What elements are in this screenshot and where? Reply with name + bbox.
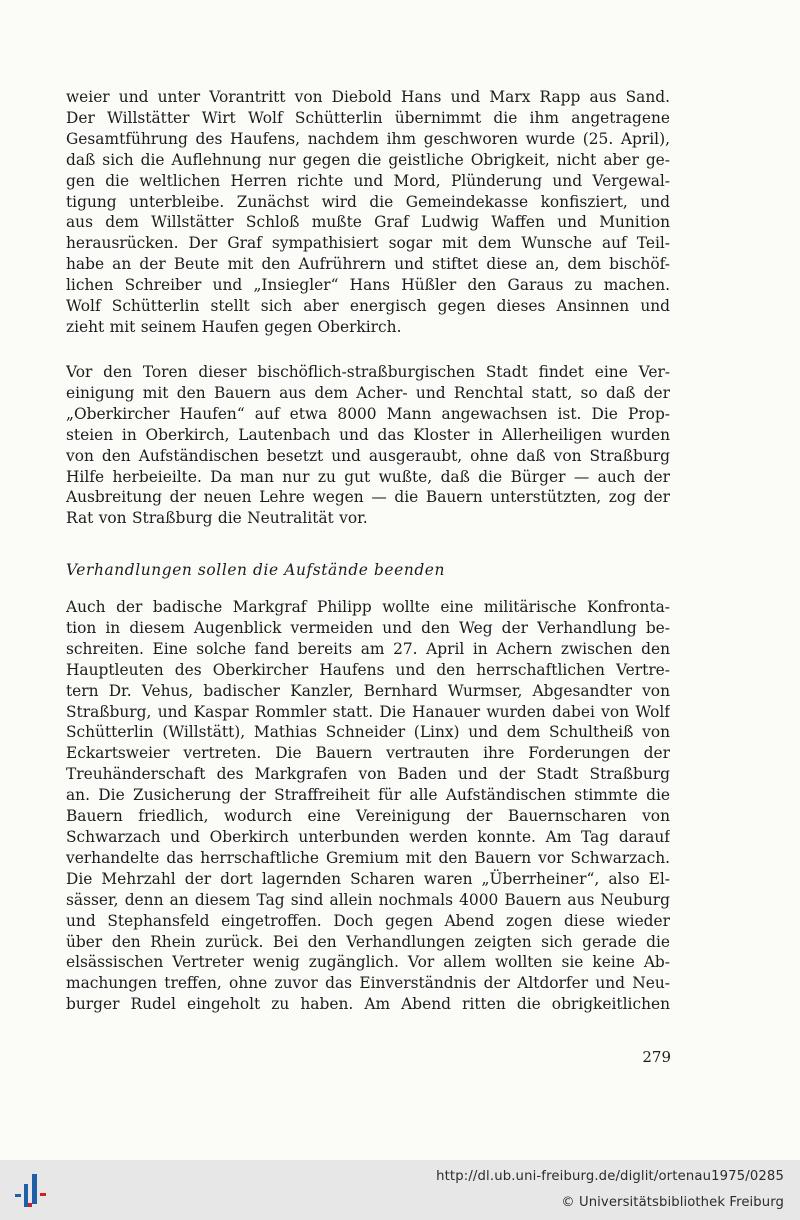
text-line: tigung unterbleibe. Zunächst wird die Gemeindekasse konfisziert, und	[66, 192, 670, 211]
text-line: Wolf Schütterlin stellt sich aber energisch gegen dieses Ansinnen und	[66, 297, 670, 316]
text-line: „Oberkircher Haufen“ auf etwa 8000 Mann angewachsen ist. Die Prop-	[66, 404, 670, 423]
text-line: Schwarzach und Oberkirch unterbunden werden konnte. Am Tag darauf	[66, 827, 670, 846]
paragraph-2	[66, 362, 670, 529]
section-heading: Verhandlungen sollen die Aufstände beenden	[66, 561, 446, 579]
text-line: schreiten. Eine solche fand bereits am 27. April in Achern zwischen den	[66, 639, 670, 658]
text-line: aus dem Willstätter Schloß mußte Graf Ludwig Waffen und Munition	[66, 213, 670, 232]
text-line: elsässischen Vertreter wenig zugänglich. Vor allem wollten sie keine Ab-	[66, 953, 670, 972]
text-line: Bauern friedlich, wodurch eine Vereinigung der Bauernscharen von	[66, 807, 670, 826]
text-line: machungen treffen, ohne zuvor das Einverständnis der Altdorfer und Neu-	[66, 974, 670, 993]
text-line: Gesamtführung des Haufens, nachdem ihm geschworen wurde (25. April),	[66, 129, 670, 148]
text-line: weier und unter Vorantritt von Diebold Hans und Marx Rapp aus Sand.	[66, 88, 670, 106]
text-line: verhandelte das herrschaftliche Gremium mit den Bauern vor Schwarzach.	[66, 848, 670, 867]
text-line: tern Dr. Vehus, badischer Kanzler, Bernhard Wurmser, Abgesandter von	[66, 681, 670, 700]
text-line: an. Die Zusicherung der Straffreiheit für alle Aufständischen stimmte die	[66, 786, 670, 805]
text-line: burger Rudel eingeholt zu haben. Am Abend ritten die obrigkeitlichen	[66, 995, 670, 1014]
permalink-url[interactable]: http://dl.ub.uni-freiburg.de/diglit/ortenau1975/0285	[436, 1169, 784, 1184]
copyright-notice: © Universitätsbibliothek Freiburg	[561, 1195, 784, 1210]
text-line: Eckartsweier vertreten. Die Bauern vertrauten ihre Forderungen der	[66, 744, 670, 763]
paragraph-3	[66, 597, 670, 1015]
text-line: steien in Oberkirch, Lautenbach und das Kloster in Allerheiligen wurden	[66, 425, 670, 444]
text-line: einigung mit den Bauern aus dem Acher- und Renchtal statt, so daß der	[66, 383, 670, 402]
text-line: Vor den Toren dieser bischöflich-straßburgischen Stadt findet eine Ver-	[66, 363, 670, 381]
text-line: von den Aufständischen besetzt und ausgeraubt, ohne daß von Straßburg	[66, 446, 670, 465]
text-line: Hilfe herbeieilte. Da man nur zu gut wußte, daß die Bürger — auch der	[66, 467, 670, 486]
viewer-footer	[0, 1160, 800, 1220]
text-line: Der Willstätter Wirt Wolf Schütterlin übernimmt die ihm angetragene	[66, 108, 670, 127]
text-line: zieht mit seinem Haufen gegen Oberkirch.	[66, 317, 402, 336]
text-line: daß sich die Auflehnung nur gegen die geistliche Obrigkeit, nicht aber ge-	[66, 150, 670, 169]
ub-freiburg-logo-icon[interactable]	[12, 1172, 48, 1208]
page-number: 279	[642, 1048, 671, 1066]
text-line: herausrücken. Der Graf sympathisiert sogar mit dem Wunsche auf Teil-	[66, 234, 670, 253]
text-line: Auch der badische Markgraf Philipp wollte eine militärische Konfronta-	[66, 598, 670, 616]
text-line: Straßburg, und Kaspar Rommler statt. Die Hanauer wurden dabei von Wolf	[66, 702, 670, 721]
text-line: Rat von Straßburg die Neutralität vor.	[66, 509, 368, 528]
paragraph-1	[66, 87, 670, 338]
text-line: sässer, denn an diesem Tag sind allein nochmals 4000 Bauern aus Neuburg	[66, 890, 670, 909]
text-line: tion in diesem Augenblick vermeiden und den Weg der Verhandlung be-	[66, 618, 670, 637]
text-line: und Stephansfeld eingetroffen. Doch gegen Abend zogen diese wieder	[66, 911, 670, 930]
text-line: Treuhänderschaft des Markgrafen von Baden und der Stadt Straßburg	[66, 765, 670, 784]
text-line: Schütterlin (Willstätt), Mathias Schneider (Linx) und dem Schultheiß von	[66, 723, 670, 742]
text-line: Ausbreitung der neuen Lehre wegen — die Bauern unterstützten, zog der	[66, 488, 670, 507]
text-line: Hauptleuten des Oberkircher Haufens und den herrschaftlichen Vertre-	[66, 660, 670, 679]
text-line: habe an der Beute mit den Aufrührern und stiftet diese an, dem bischöf-	[66, 255, 670, 274]
text-line: gen die weltlichen Herren richte und Mord, Plünderung und Vergewal-	[66, 171, 670, 190]
text-line: Die Mehrzahl der dort lagernden Scharen waren „Überrheiner“, also El-	[66, 869, 670, 888]
text-line: lichen Schreiber und „Insiegler“ Hans Hüßler den Garaus zu machen.	[66, 276, 670, 295]
text-line: über den Rhein zurück. Bei den Verhandlungen zeigten sich gerade die	[66, 932, 670, 951]
